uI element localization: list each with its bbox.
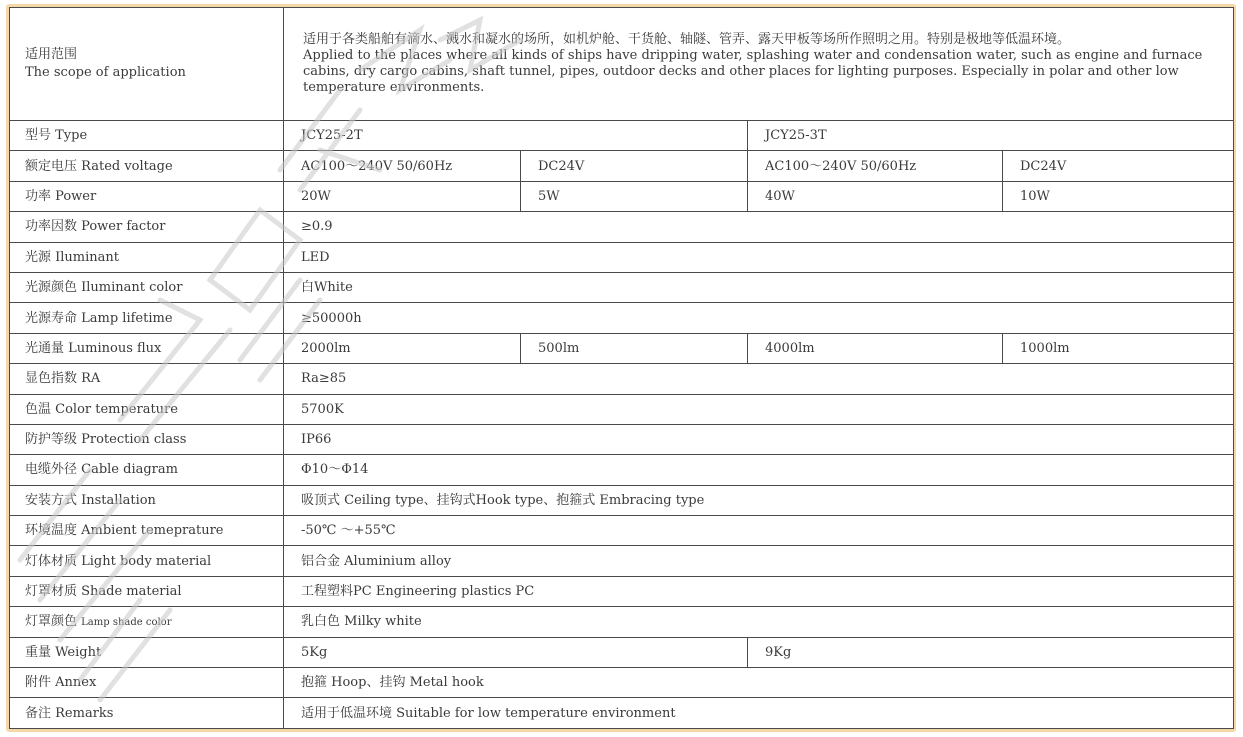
cell-value: 适用于低温环境 Suitable for low temperature environment — [284, 698, 1234, 728]
table-row-luminous-flux — [10, 333, 1234, 363]
scope-text-en: Applied to the places where all kinds of ships have dripping water, splashing water and condensation water, such as engine and furnace cabins, dry cargo cabins, shaft tunnel, pipes, outdoor decks and other places for lighting purposes. Especially in polar and other low temperature environments. — [303, 48, 1203, 95]
cell-value: 5W — [521, 181, 748, 211]
cell-value: 1000lm — [1003, 333, 1234, 363]
row-label-en-small: Lamp shade color — [81, 616, 172, 628]
scope-label-cn: 适用范围 — [25, 47, 78, 62]
cell-value: DC24V — [521, 151, 748, 181]
cell-value: 工程塑料PC Engineering plastics PC — [284, 576, 1234, 606]
cell-value: 20W — [284, 181, 521, 211]
table-row-rated-voltage — [10, 151, 1234, 181]
cell-value: 500lm — [521, 333, 748, 363]
table-row-lamp-lifetime — [10, 303, 1234, 333]
table-row-color-temperature — [10, 394, 1234, 424]
row-label: 光源 Iluminant — [10, 242, 284, 272]
table-row-remarks — [10, 698, 1234, 728]
cell-value: ≥0.9 — [284, 212, 1234, 242]
cell-value: 2000lm — [284, 333, 521, 363]
cell-value: AC100～240V 50/60Hz — [284, 151, 521, 181]
cell-value: 吸顶式 Ceiling type、挂钩式Hook type、抱箍式 Embracing type — [284, 485, 1234, 515]
scope-label-en: The scope of application — [25, 65, 186, 80]
row-label: 电缆外径 Cable diagram — [10, 455, 284, 485]
row-label: 型号 Type — [10, 121, 284, 151]
table-row-iluminant-color — [10, 272, 1234, 302]
row-label: 防护等级 Protection class — [10, 424, 284, 454]
cell-value: DC24V — [1003, 151, 1234, 181]
row-label: 功率 Power — [10, 181, 284, 211]
scope-label — [10, 8, 284, 121]
table-row-installation — [10, 485, 1234, 515]
spec-table — [9, 7, 1234, 729]
row-label: 灯罩材质 Shade material — [10, 576, 284, 606]
table-row-type — [10, 121, 1234, 151]
table-row-lamp-shade-color — [10, 607, 1234, 637]
cell-value: JCY25-3T — [748, 121, 1234, 151]
cell-value: 9Kg — [748, 637, 1234, 667]
table-row-power — [10, 181, 1234, 211]
row-label: 备注 Remarks — [10, 698, 284, 728]
cell-value: 4000lm — [748, 333, 1003, 363]
table-row-ra — [10, 364, 1234, 394]
cell-value: 40W — [748, 181, 1003, 211]
row-label: 显色指数 RA — [10, 364, 284, 394]
table-row-scope — [10, 8, 1234, 121]
cell-value: 乳白色 Milky white — [284, 607, 1234, 637]
row-label: 环境温度 Ambient temeprature — [10, 516, 284, 546]
cell-value: Φ10～Φ14 — [284, 455, 1234, 485]
row-label: 安装方式 Installation — [10, 485, 284, 515]
row-label: 灯体材质 Light body material — [10, 546, 284, 576]
table-row-iluminant — [10, 242, 1234, 272]
cell-value: ≥50000h — [284, 303, 1234, 333]
cell-value: LED — [284, 242, 1234, 272]
scope-description — [284, 8, 1234, 121]
table-row-cable-diagram — [10, 455, 1234, 485]
table-row-light-body-material — [10, 546, 1234, 576]
cell-value: -50℃ ～+55℃ — [284, 516, 1234, 546]
scope-text-cn: 适用于各类船舶有滴水、溅水和凝水的场所，如机炉舱、干货舱、轴隧、管弄、露天甲板等场所作照明之用。特别是极地等低温环境。 — [303, 32, 1071, 47]
cell-value: 10W — [1003, 181, 1234, 211]
table-row-shade-material — [10, 576, 1234, 606]
row-label: 附件 Annex — [10, 668, 284, 698]
cell-value: 5700K — [284, 394, 1234, 424]
cell-value: 白White — [284, 272, 1234, 302]
cell-value: 铝合金 Aluminium alloy — [284, 546, 1234, 576]
row-label — [10, 607, 284, 637]
cell-value: 抱箍 Hoop、挂钩 Metal hook — [284, 668, 1234, 698]
row-label: 光通量 Luminous flux — [10, 333, 284, 363]
row-label-cn: 灯罩颜色 — [25, 613, 78, 629]
table-row-weight — [10, 637, 1234, 667]
row-label: 额定电压 Rated voltage — [10, 151, 284, 181]
row-label: 重量 Weight — [10, 637, 284, 667]
table-row-ambient-temperature — [10, 516, 1234, 546]
cell-value: Ra≥85 — [284, 364, 1234, 394]
cell-value: IP66 — [284, 424, 1234, 454]
cell-value: JCY25-2T — [284, 121, 748, 151]
table-row-protection-class — [10, 424, 1234, 454]
table-row-power-factor — [10, 212, 1234, 242]
row-label: 光源寿命 Lamp lifetime — [10, 303, 284, 333]
cell-value: AC100～240V 50/60Hz — [748, 151, 1003, 181]
cell-value: 5Kg — [284, 637, 748, 667]
table-row-annex — [10, 668, 1234, 698]
row-label: 功率因数 Power factor — [10, 212, 284, 242]
row-label: 光源颜色 Iluminant color — [10, 272, 284, 302]
table-frame — [6, 4, 1236, 732]
row-label: 色温 Color temperature — [10, 394, 284, 424]
